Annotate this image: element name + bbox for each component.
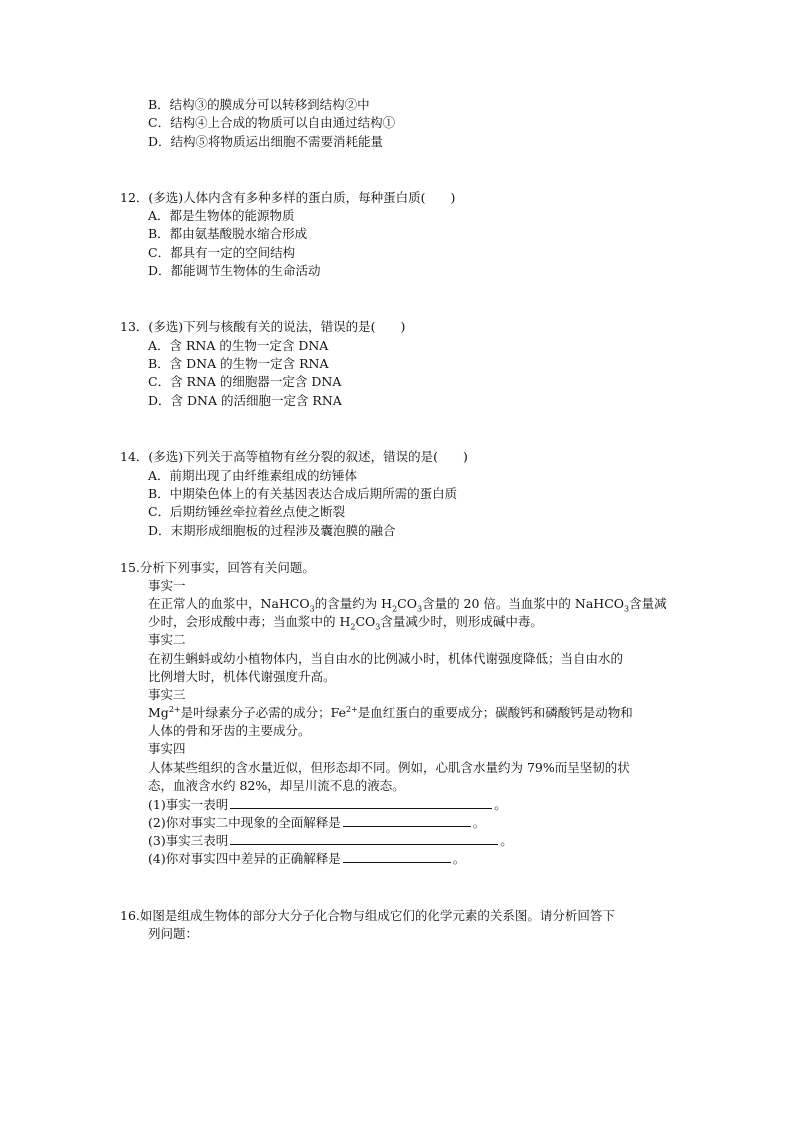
q15-subquestion-2: (2)你对事实二中现象的全面解释是 。 [148,815,486,830]
q11-option-c: C．结构④上合成的物质可以自由通过结构① [148,115,396,130]
q15-subquestion-4: (4)你对事实四中差异的正确解释是 。 [148,851,466,866]
q15-fact2-title: 事实二 [148,632,186,647]
answer-blank-2[interactable] [343,813,471,827]
q15-subquestion-3: (3)事实三表明 。 [148,833,513,848]
q14-option-b: B．中期染色体上的有关基因表达合成后期所需的蛋白质 [148,486,458,501]
q12-stem: 12．(多选)人体内含有多种多样的蛋白质，每种蛋白质( ) [120,190,456,205]
answer-blank-3[interactable] [230,831,498,845]
q15-fact4-line1: 人体某些组织的含水量近似，但形态却不同。例如，心肌含水量约为 79%而呈坚韧的状 [148,760,630,775]
q12-option-c: C．都具有一定的空间结构 [148,245,296,260]
q12-option-a: A．都是生物体的能源物质 [148,208,295,223]
q16-stem-line1: 16.如图是组成生物体的部分大分子化合物与组成它们的化学元素的关系图。请分析回答下 [120,908,615,923]
q14-option-a: A．前期出现了由纤维素组成的纺锤体 [148,468,358,483]
q14-option-c: C．后期纺锤丝牵拉着丝点使之断裂 [148,504,346,519]
answer-blank-1[interactable] [230,795,492,809]
q15-fact1-line1: 在正常人的血浆中，NaHCO$_3$的含量约为 $H_2CO_3$含量的 20 倍。当血浆中的 NaHCO$_3$含量减 [148,596,667,614]
q13-option-d: D．含 DNA 的活细胞一定含 RNA [148,393,342,408]
q15-fact1-line2: 少时，会形成酸中毒；当血浆中的 $H_2CO_3$含量减少时，则形成碱中毒。 [148,614,543,632]
q15-fact4-line2: 态，血液含水约 82%，却呈川流不息的液态。 [148,778,405,793]
q15-fact1-title: 事实一 [148,578,186,593]
q14-stem: 14．(多选)下列关于高等植物有丝分裂的叙述，错误的是( ) [120,449,468,464]
answer-blank-4[interactable] [343,849,451,863]
q13-stem: 13．(多选)下列与核酸有关的说法，错误的是( ) [120,319,406,334]
q15-subquestion-1: (1)事实一表明 。 [148,797,507,812]
q15-fact3-line1: $Mg^{2+}$是叶绿素分子必需的成分；$Fe^{2+}$是血红蛋白的重要成分；碳酸钙和磷酸钙是动物和 [148,704,633,720]
q15-fact2-line1: 在初生蝌蚪或幼小植物体内，当自由水的比例减小时，机体代谢强度降低；当自由水的 [148,651,624,666]
q11-option-d: D．结构⑤将物质运出细胞不需要消耗能量 [148,134,384,149]
q15-fact3-line2: 人体的骨和牙齿的主要成分。 [148,723,311,738]
q15-fact4-title: 事实四 [148,741,186,756]
q15-fact2-line2: 比例增大时，机体代谢强度升高。 [148,669,336,684]
q13-option-a: A．含 RNA 的生物一定含 DNA [148,338,329,353]
q12-option-b: B．都由氨基酸脱水缩合形成 [148,226,308,241]
q13-option-c: C．含 RNA 的细胞器一定含 DNA [148,374,342,389]
q12-option-d: D．都能调节生物体的生命活动 [148,263,321,278]
q11-option-b: B．结构③的膜成分可以转移到结构②中 [148,97,370,112]
q15-stem: 15.分析下列事实，回答有关问题。 [120,560,315,575]
q16-stem-line2: 列问题： [148,926,199,941]
q14-option-d: D．末期形成细胞板的过程涉及囊泡膜的融合 [148,523,396,538]
q15-fact3-title: 事实三 [148,687,186,702]
q13-option-b: B．含 DNA 的生物一定含 RNA [148,356,329,371]
